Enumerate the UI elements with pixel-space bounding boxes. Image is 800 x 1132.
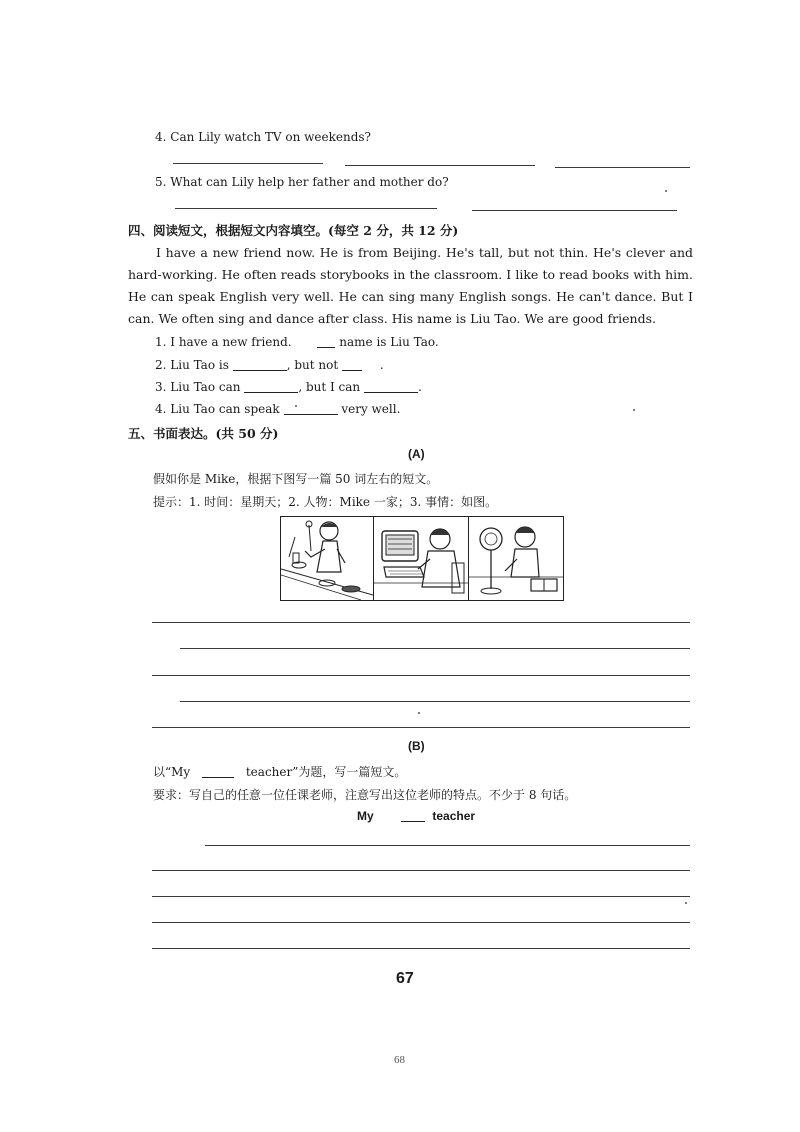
part-b-requirement: 要求：写自己的任意一位任课老师，注意写出这位老师的特点。不少于 8 句话。 [153, 788, 577, 802]
answer-line [472, 210, 677, 211]
fill-item-1: 1. I have a new friend. name is Liu Tao. [155, 335, 439, 349]
fill-item-2: 2. Liu Tao is , but not . [155, 358, 384, 372]
page-number: 67 [396, 970, 414, 987]
answer-line [555, 167, 690, 168]
writing-line [180, 648, 690, 649]
scan-speck [633, 409, 635, 411]
writing-line [152, 675, 690, 676]
part-b-label: (B) [408, 739, 425, 753]
fill-item-4: 4. Liu Tao can speak very well. [155, 402, 401, 416]
writing-line [152, 727, 690, 728]
writing-line [180, 701, 690, 702]
essay-title: My teacher [357, 809, 476, 823]
picture-strip [280, 516, 564, 601]
scan-speck [418, 712, 420, 714]
writing-line [152, 922, 690, 923]
answer-line [175, 208, 437, 209]
answer-line [345, 165, 535, 166]
question-5: 5. What can Lily help her father and mother do? [155, 175, 449, 189]
footer-page-number: 68 [394, 1054, 405, 1066]
cooking-scene-image [281, 517, 374, 600]
writing-line [152, 948, 690, 949]
writing-line [152, 896, 690, 897]
section-4-heading: 四、阅读短文，根据短文内容填空。(每空 2 分，共 12 分) [128, 223, 459, 238]
answer-line [173, 163, 323, 164]
part-a-instruction: 假如你是 Mike，根据下图写一篇 50 词左右的短文。 [153, 472, 439, 486]
scan-speck [685, 902, 687, 904]
reading-passage: I have a new friend now. He is from Beijing. He's tall, but not thin. He's clever and hard-working. He often reads storybooks in the classroom. I like to read books with him. He can speak English very well. He can sing many English songs. He can't dance. But I can. We often sing and dance after class. His name is Liu Tao. We are good friends. [128, 245, 693, 326]
question-4: 4. Can Lily watch TV on weekends? [155, 130, 371, 144]
scan-speck [665, 190, 667, 192]
writing-line [152, 870, 690, 871]
part-a-label: (A) [408, 447, 425, 461]
part-b-instruction: 以“My teacher”为题，写一篇短文。 [153, 765, 407, 779]
section-5-heading: 五、书面表达。(共 50 分) [128, 426, 279, 441]
scan-speck [295, 405, 297, 407]
fill-item-3: 3. Liu Tao can , but I can . [155, 380, 422, 394]
part-a-hint: 提示：1. 时间：星期天；2. 人物：Mike 一家；3. 事情：如图。 [153, 495, 498, 509]
reading-scene-image [469, 517, 563, 600]
computer-scene-image [374, 517, 469, 600]
writing-line [152, 622, 690, 623]
writing-line [205, 845, 690, 846]
